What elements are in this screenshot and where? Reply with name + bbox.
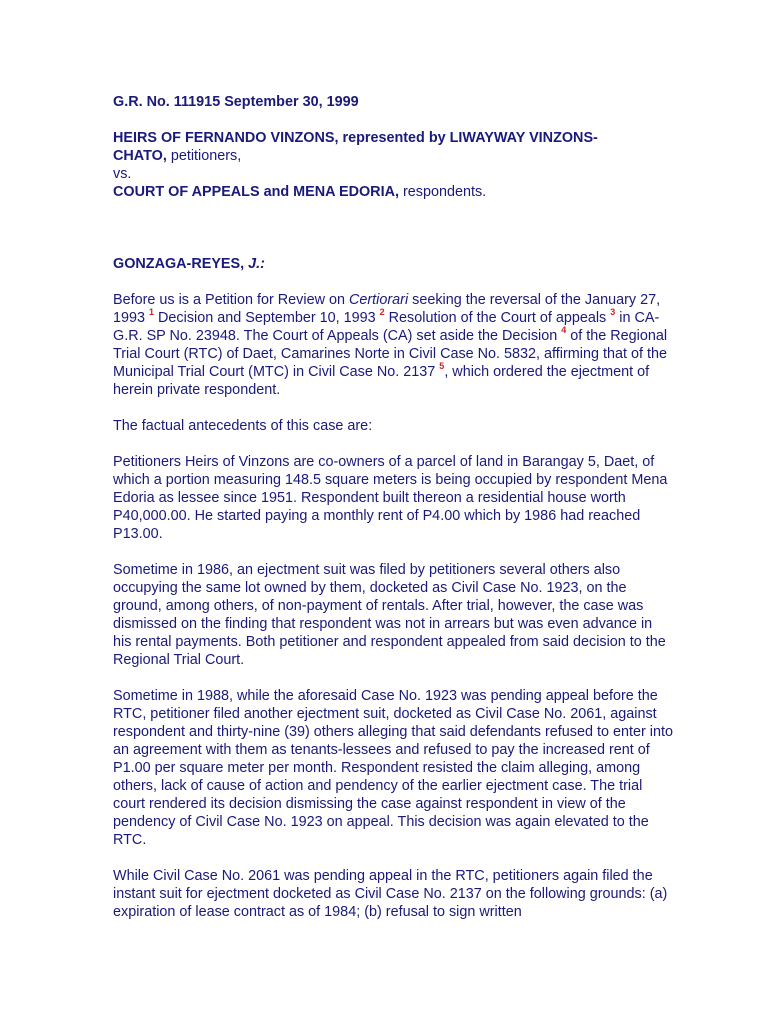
case-parties	[113, 129, 673, 201]
versus: vs.	[113, 166, 132, 182]
petitioners-role: petitioners,	[166, 148, 242, 164]
respondents-role: respondents.	[398, 184, 487, 200]
footnote-ref[interactable]: 4	[561, 325, 567, 336]
paragraph-facts-2: Sometime in 1986, an ejectment suit was filed by petitioners several others also occupying the same lot owned by them, docketed as Civil Case No. 1923, on the ground, among others, of non-payment of rentals. After trial, however, the case was dismissed on the finding that respondent was not in arrears but was even advance in his rental payments. Both petitioner and respondent appealed from said decision to the Regional Trial Court.	[113, 562, 666, 668]
respondents-name: COURT OF APPEALS and MENA EDORIA,	[113, 184, 399, 200]
case-number: G.R. No. 111915 September 30, 1999	[113, 94, 359, 110]
footnote-ref[interactable]: 1	[149, 307, 155, 318]
paragraph-antecedents: The factual antecedents of this case are:	[113, 418, 373, 434]
paragraph-facts-3: Sometime in 1988, while the aforesaid Case No. 1923 was pending appeal before the RTC, petitioner filed another ejectment suit, docketed as Civil Case No. 2061, against respondent and thirty-nine (39) others alleging that said defendants refused to enter into an agreement with them as tenants-lessees and refused to pay the increased rent of P1.00 per square meter per month. Respondent resisted the claim alleging, among others, lack of cause of action and pendency of the earlier ejectment case. The trial court rendered its decision dismissing the case against respondent in view of the pendency of Civil Case No. 1923 on appeal. This decision was again elevated to the RTC.	[113, 688, 673, 848]
petitioners-name-cont: CHATO,	[113, 148, 167, 164]
petitioners-name: HEIRS OF FERNANDO VINZONS, represented by LIWAYWAY VINZONS-	[113, 130, 598, 146]
footnote-ref[interactable]: 2	[379, 307, 385, 318]
paragraph-facts-4: While Civil Case No. 2061 was pending appeal in the RTC, petitioners again filed the instant suit for ejectment docketed as Civil Case No. 2137 on the following grounds: (a) expiration of lease contract as of 1984; (b) refusal to sign written	[113, 868, 668, 920]
footnote-ref[interactable]: 3	[610, 307, 616, 318]
paragraph-intro: Before us is a Petition for Review on Certiorari seeking the reversal of the January 27, 1993 $^1$ Decision and September 10, 1993 $^2$ Resolution of the Court of appeals $^3$ in CA-G.R. SP No. 23948. The Court of Appeals (CA) set aside the Decision $^4$ of the Regional Trial Court (RTC) of Daet, Camarines Norte in Civil Case No. 5832, affirming that of the Municipal Trial Court (MTC) in Civil Case No. 2137 $^5$, which ordered the ejectment of herein private respondent.	[113, 292, 668, 398]
footnote-ref[interactable]: 5	[439, 361, 445, 372]
ponente: GONZAGA-REYES, J.:	[113, 256, 265, 272]
document-body	[113, 93, 673, 921]
paragraph-facts-1: Petitioners Heirs of Vinzons are co-owners of a parcel of land in Barangay 5, Daet, of which a portion measuring 148.5 square meters is being occupied by respondent Mena Edoria as lessee since 1951. Respondent built thereon a residential house worth P40,000.00. He started paying a monthly rent of P4.00 which by 1986 had reached P13.00.	[113, 454, 668, 542]
